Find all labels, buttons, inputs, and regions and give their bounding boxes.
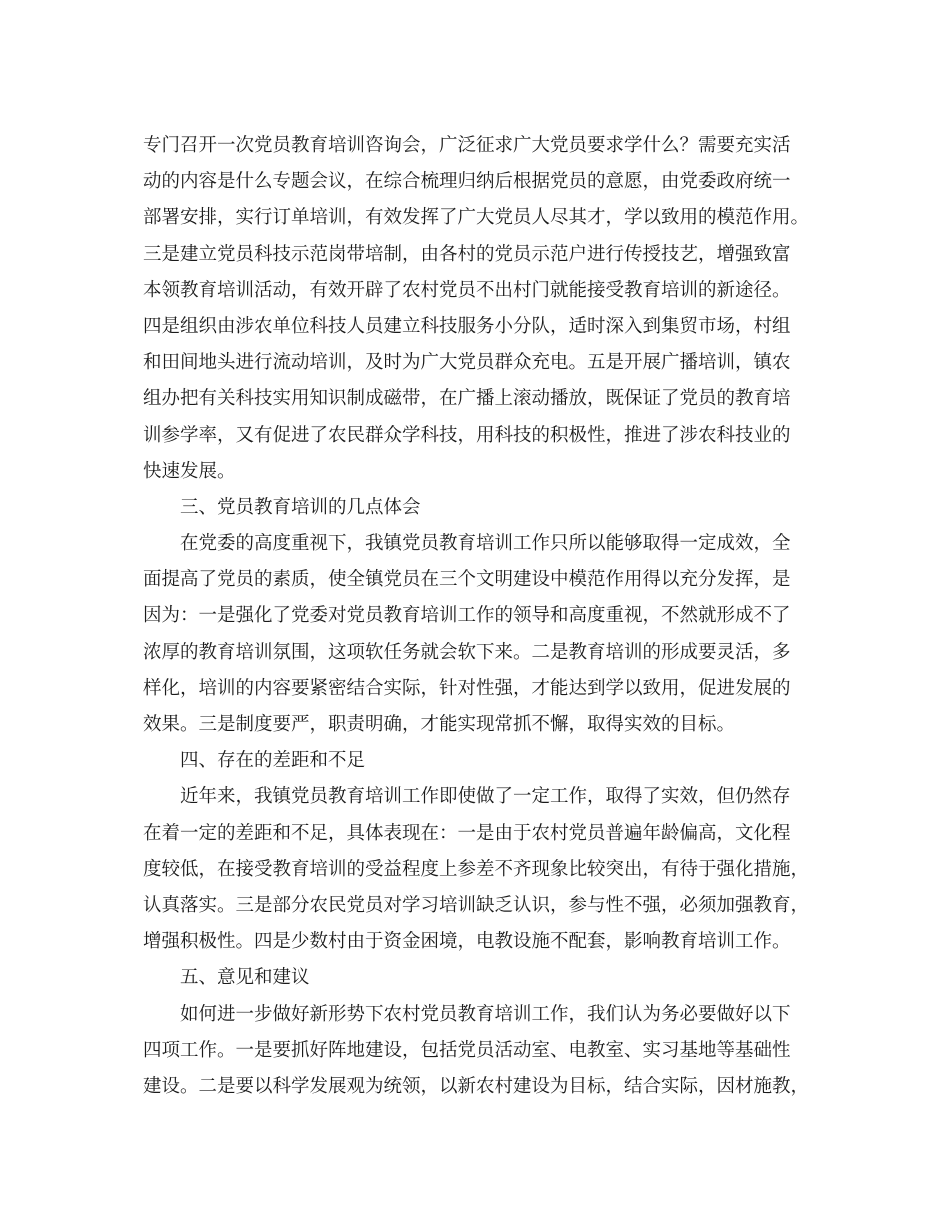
paragraph-line: 在党委的高度重视下，我镇党员教育培训工作只所以能够取得一定成效，全 bbox=[180, 533, 791, 555]
paragraph-line: 近年来，我镇党员教育培训工作即使做了一定工作，取得了实效，但仍然存 bbox=[180, 786, 791, 808]
paragraph-line: 专门召开一次党员教育培训咨询会，广泛征求广大党员要求学什么？需要充实活 bbox=[143, 135, 791, 156]
paragraph-line: 在着一定的差距和不足，具体表现在：一是由于农村党员普遍年龄偏高，文化程 bbox=[143, 822, 791, 844]
paragraph-line: 四项工作。一是要抓好阵地建设，包括党员活动室、电教室、实习基地等基础性 bbox=[143, 1039, 791, 1061]
section-heading: 五、意见和建议 bbox=[180, 967, 310, 989]
paragraph-line: 面提高了党员的素质，使全镇党员在三个文明建设中模范作用得以充分发挥，是 bbox=[143, 569, 791, 591]
paragraph-line: 四是组织由涉农单位科技人员建立科技服务小分队，适时深入到集贸市场，村组 bbox=[143, 315, 791, 337]
paragraph-line: 浓厚的教育培训氛围，这项软任务就会软下来。二是教育培训的形成要灵活，多 bbox=[143, 641, 791, 663]
paragraph-line: 快速发展。 bbox=[143, 460, 236, 482]
paragraph-line: 度较低，在接受教育培训的受益程度上参差不齐现象比较突出，有待于强化措施， bbox=[143, 858, 810, 880]
paragraph-line: 本领教育培训活动，有效开辟了农村党员不出村门就能接受教育培训的新途径。 bbox=[143, 279, 791, 301]
paragraph-line: 因为：一是强化了党委对党员教育培训工作的领导和高度重视，不然就形成不了 bbox=[143, 605, 791, 627]
paragraph-line: 训参学率，又有促进了农民群众学科技，用科技的积极性，推进了涉农科技业的 bbox=[143, 424, 791, 446]
paragraph-line: 三是建立党员科技示范岗带培制，由各村的党员示范户进行传授技艺，增强致富 bbox=[143, 243, 791, 265]
paragraph-line: 增强积极性。四是少数村由于资金困境，电教设施不配套，影响教育培训工作。 bbox=[143, 931, 791, 953]
paragraph-line: 如何进一步做好新形势下农村党员教育培训工作，我们认为务必要做好以下 bbox=[180, 1003, 791, 1025]
paragraph-line: 效果。三是制度要严，职责明确，才能实现常抓不懈，取得实效的目标。 bbox=[143, 714, 736, 735]
paragraph-line: 样化，培训的内容要紧密结合实际，针对性强，才能达到学以致用，促进发展的 bbox=[143, 677, 791, 699]
section-heading: 三、党员教育培训的几点体会 bbox=[180, 496, 421, 518]
paragraph-line: 建设。二是要以科学发展观为统领，以新农村建设为目标，结合实际，因材施教， bbox=[143, 1075, 810, 1097]
paragraph-line: 部署安排，实行订单培训，有效发挥了广大党员人尽其才，学以致用的模范作用。 bbox=[143, 207, 810, 229]
document-body bbox=[143, 128, 813, 1105]
paragraph-line: 和田间地头进行流动培训，及时为广大党员群众充电。五是开展广播培训，镇农 bbox=[143, 352, 791, 374]
paragraph-line: 认真落实。三是部分农民党员对学习培训缺乏认识，参与性不强，必须加强教育， bbox=[143, 894, 810, 916]
paragraph-line: 动的内容是什么专题会议，在综合梳理归纳后根据党员的意愿，由党委政府统一 bbox=[143, 171, 791, 193]
paragraph-line: 组办把有关科技实用知识制成磁带，在广播上滚动播放，既保证了党员的教育培 bbox=[143, 388, 791, 410]
section-heading: 四、存在的差距和不足 bbox=[180, 750, 366, 772]
